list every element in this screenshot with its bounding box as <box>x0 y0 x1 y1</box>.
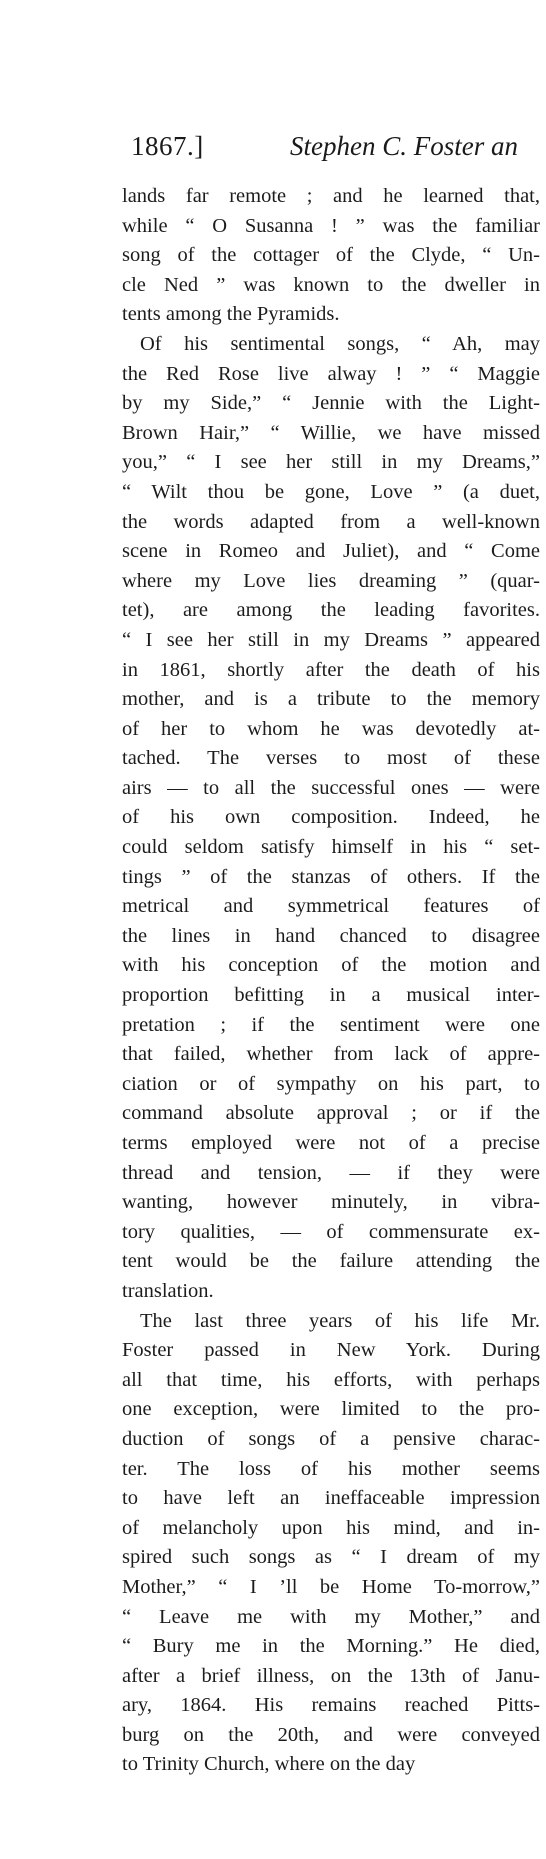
text-line: burg on the 20th, and were conveyed <box>122 1723 540 1746</box>
text-line: tached. The verses to most of these <box>122 747 540 770</box>
text-line: scene in Romeo and Juliet), and “ Come <box>122 540 540 563</box>
text-line: that failed, whether from lack of appre- <box>122 1043 540 1066</box>
text-line: “ Wilt thou be gone, Love ” (a duet, <box>122 480 540 503</box>
text-line: translation. <box>122 1279 214 1302</box>
text-line: could seldom satisfy himself in his “ set- <box>122 836 540 859</box>
text-line: song of the cottager of the Clyde, “ Un- <box>122 244 540 267</box>
text-line: ciation or of sympathy on his part, to <box>122 1072 540 1095</box>
text-line: wanting, however minutely, in vibra- <box>122 1191 540 1214</box>
body-text <box>122 182 540 1780</box>
text-line: duction of songs of a pensive charac- <box>122 1427 540 1450</box>
text-line: pretation ; if the sentiment were one <box>122 1013 540 1036</box>
text-line: in 1861, shortly after the death of his <box>122 658 540 681</box>
text-line: all that time, his efforts, with perhaps <box>122 1368 540 1391</box>
text-line: airs — to all the successful ones — were <box>122 776 540 799</box>
text-line: Mother,” “ I ’ll be Home To-morrow,” <box>122 1575 540 1598</box>
text-line: mother, and is a tribute to the memory <box>122 688 540 711</box>
text-line: “ I see her still in my Dreams ” appeared <box>122 628 540 651</box>
text-line: of melancholy upon his mind, and in- <box>122 1516 540 1539</box>
text-line: tents among the Pyramids. <box>122 303 340 326</box>
text-line: ter. The loss of his mother seems <box>122 1457 540 1480</box>
text-line: command absolute approval ; or if the <box>122 1102 540 1125</box>
text-line: to have left an ineffaceable impression <box>122 1487 540 1510</box>
text-line: ary, 1864. His remains reached Pitts- <box>122 1694 540 1717</box>
text-line: Brown Hair,” “ Willie, we have missed <box>122 421 540 444</box>
text-line: thread and tension, — if they were <box>122 1161 540 1184</box>
text-line: one exception, were limited to the pro- <box>122 1398 540 1421</box>
paragraph <box>122 1307 540 1781</box>
text-line: lands far remote ; and he learned that, <box>122 185 540 207</box>
text-line: tent would be the failure attending the <box>122 1250 540 1273</box>
text-line: by my Side,” “ Jennie with the Light- <box>122 392 540 415</box>
text-line: tory qualities, — of commensurate ex- <box>122 1220 540 1243</box>
text-line: after a brief illness, on the 13th of Janu- <box>122 1664 540 1687</box>
text-line: proportion befitting in a musical inter- <box>122 984 540 1007</box>
text-line: with his conception of the motion and <box>122 954 540 977</box>
running-title: Stephen C. Foster an <box>290 131 518 161</box>
text-line: “ Bury me in the Morning.” He died, <box>122 1635 540 1658</box>
running-header <box>0 131 546 171</box>
text-line: tet), are among the leading favorites. <box>122 599 540 622</box>
text-line: the lines in hand chanced to disagree <box>122 924 540 947</box>
text-line: spired such songs as “ I dream of my <box>122 1546 540 1569</box>
text-line: “ Leave me with my Mother,” and <box>122 1605 540 1628</box>
text-line: The last three years of his life Mr. <box>140 1309 540 1332</box>
text-line: to Trinity Church, where on the day <box>122 1753 416 1776</box>
paragraph <box>122 182 540 330</box>
text-line: Foster passed in New York. During <box>122 1339 540 1362</box>
text-line: of his own composition. Indeed, he <box>122 806 540 829</box>
text-line: where my Love lies dreaming ” (quar- <box>122 569 540 592</box>
page-year: 1867.] <box>131 131 204 161</box>
text-line: the words adapted from a well-known <box>122 510 540 533</box>
text-line: tings ” of the stanzas of others. If the <box>122 865 540 888</box>
text-line: you,” “ I see her still in my Dreams,” <box>122 451 540 474</box>
text-line: Of his sentimental songs, “ Ah, may <box>140 332 540 355</box>
text-line: the Red Rose live alway ! ” “ Maggie <box>122 362 540 385</box>
text-line: terms employed were not of a precise <box>122 1132 540 1154</box>
text-line: metrical and symmetrical features of <box>122 895 540 918</box>
text-line: of her to whom he was devotedly at- <box>122 717 540 740</box>
text-line: cle Ned ” was known to the dweller in <box>122 273 540 296</box>
text-line: while “ O Susanna ! ” was the familiar <box>122 214 540 237</box>
paragraph <box>122 330 540 1307</box>
